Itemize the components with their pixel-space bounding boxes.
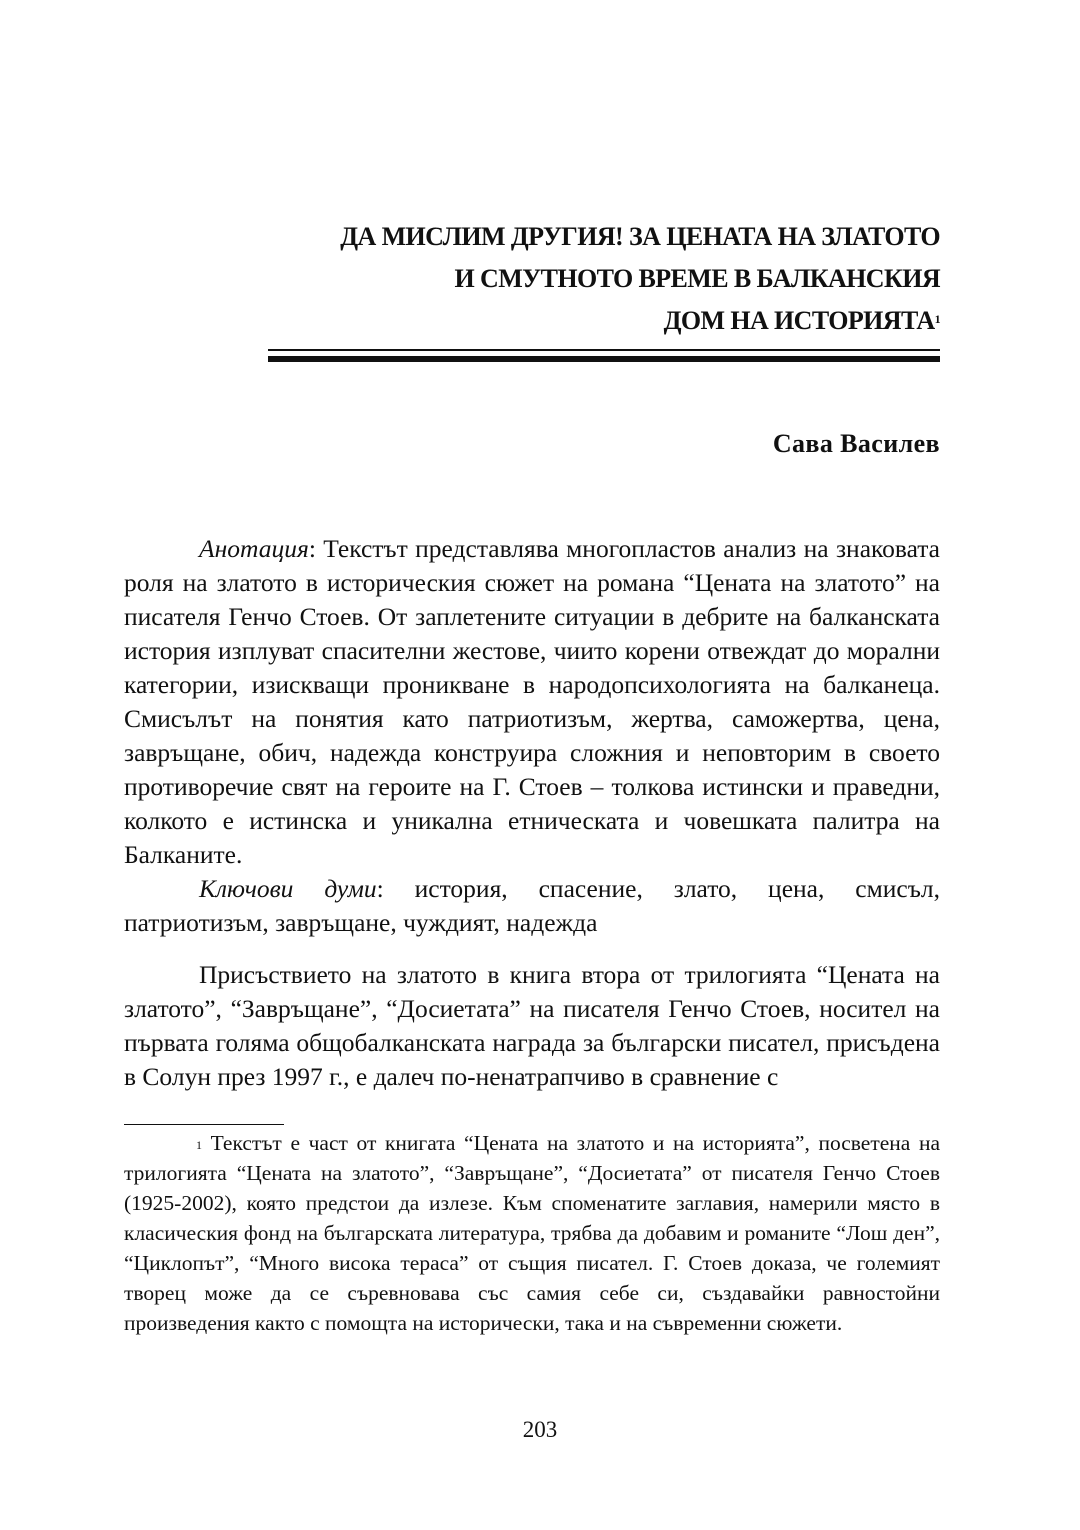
title-line-1: ДА МИСЛИМ ДРУГИЯ! ЗА ЦЕНАТА НА ЗЛАТОТО	[340, 222, 940, 251]
footnote-separator	[124, 1124, 284, 1125]
body-paragraph: Присъствието на златото в книга втора от трилогията “Цената на златото”, “Завръщане”, “Досиетата” на писателя Генчо Стоев, носител на първата голяма общобалканската награда за български писател, присъдена в Солун през 1997 г., е далеч по-ненатрапчиво в сравнение с	[124, 960, 940, 1091]
abstract-text: : Текстът представлява многопластов анализ на знаковата роля на златото в историческия сюжет на романа “Цената на златото” на писателя Генчо Стоев. От заплетените ситуации в дебрите на балканската история изплуват спасителни жестове, чиито корени отвеждат до морални категории, изискващи проникване в народопсихологията на балканеца. Смисълът на понятия като патриотизъм, жертва, саможертва, цена, завръщане, обич, надежда конструира сложния и неповторим в своето противоречие свят на героите на Г. Стоев – толкова истински и праведни, колкото е истинска и уникална етническата и човешката палитра на Балканите.	[124, 534, 940, 869]
abstract-section	[124, 532, 940, 940]
keywords-paragraph	[124, 872, 940, 940]
title-line-3-text: ДОМ НА ИСТОРИЯТА	[663, 306, 935, 335]
main-text	[124, 958, 940, 1094]
title-rule-thick	[268, 356, 940, 362]
keywords-text: : история, спасение, злато, цена, смисъл, патриотизъм, завръщане, чуждият, надежда	[124, 874, 940, 937]
footnote-paragraph	[124, 1128, 940, 1338]
abstract-label: Анотация	[199, 534, 309, 563]
title-rule-thin	[268, 349, 940, 351]
article-title	[268, 216, 940, 342]
page-number: 203	[522, 1417, 558, 1442]
footnote	[124, 1128, 940, 1338]
keywords-label: Ключови думи	[199, 874, 377, 903]
abstract-paragraph	[124, 532, 940, 872]
footnote-text: Текстът е част от книгата “Цената на златото и на историята”, посветена на трилогията “Цената на златото”, “Завръщане”, “Досиетата” от писателя Генчо Стоев (1925-2002), която предстои да излезе. Към споменатите заглавия, намерили място в класическия фонд на българската литература, трябва да добавим и романите “Лош ден”, “Циклопът”, “Много висока тераса” от същия писател. Г. Стоев доказа, че големият творец може да се съревновава със самия себе си, създавайки равностойни произведения както с помощта на исторически, така и на съвременни сюжети.	[124, 1131, 940, 1335]
footnote-marker: 1	[196, 1138, 202, 1152]
title-line-2: И СМУТНОТО ВРЕМЕ В БАЛКАНСКИЯ	[454, 264, 940, 293]
author-name: Сава Василев	[772, 429, 940, 458]
title-line-3	[268, 300, 940, 342]
title-footnote-marker[interactable]: 1	[934, 312, 940, 326]
